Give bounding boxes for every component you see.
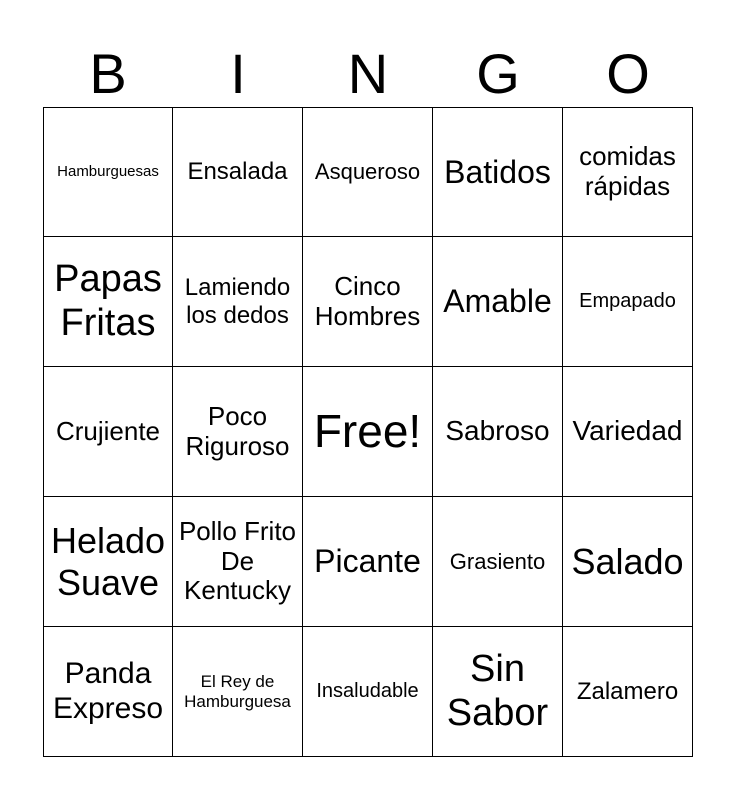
bingo-header	[43, 40, 693, 108]
bingo-cell[interactable]: Sin Sabor	[433, 627, 563, 757]
bingo-cell[interactable]: Panda Expreso	[43, 627, 173, 757]
header-letter-g: G	[476, 42, 520, 105]
bingo-cell[interactable]: Picante	[303, 497, 433, 627]
bingo-cell[interactable]: Poco Riguroso	[173, 367, 303, 497]
bingo-cell[interactable]: Papas Fritas	[43, 237, 173, 367]
bingo-cell[interactable]: Grasiento	[433, 497, 563, 627]
bingo-cell[interactable]: Asqueroso	[303, 107, 433, 237]
bingo-cell[interactable]: Lamiendo los dedos	[173, 237, 303, 367]
bingo-cell[interactable]: Batidos	[433, 107, 563, 237]
bingo-cell[interactable]: Crujiente	[43, 367, 173, 497]
bingo-cell[interactable]: Ensalada	[173, 107, 303, 237]
header-letter-n: N	[347, 42, 389, 105]
header-letter-o: O	[606, 42, 650, 105]
bingo-cell[interactable]: Cinco Hombres	[303, 237, 433, 367]
bingo-cell[interactable]: El Rey de Hamburguesa	[173, 627, 303, 757]
bingo-cell[interactable]: Variedad	[563, 367, 693, 497]
bingo-cell[interactable]: Insaludable	[303, 627, 433, 757]
bingo-cell[interactable]: Empapado	[563, 237, 693, 367]
bingo-cell[interactable]: Salado	[563, 497, 693, 627]
bingo-cell[interactable]: comidas rápidas	[563, 107, 693, 237]
bingo-cell[interactable]: Helado Suave	[43, 497, 173, 627]
header-letter-b: B	[89, 42, 127, 105]
header-letter-i: I	[230, 42, 246, 105]
bingo-cell[interactable]: Sabroso	[433, 367, 563, 497]
bingo-cell[interactable]: Hamburguesas	[43, 107, 173, 237]
bingo-cell[interactable]: Pollo Frito De Kentucky	[173, 497, 303, 627]
bingo-cell[interactable]: Amable	[433, 237, 563, 367]
bingo-board	[43, 107, 693, 757]
free-space-cell[interactable]: Free!	[303, 367, 433, 497]
bingo-cell[interactable]: Zalamero	[563, 627, 693, 757]
